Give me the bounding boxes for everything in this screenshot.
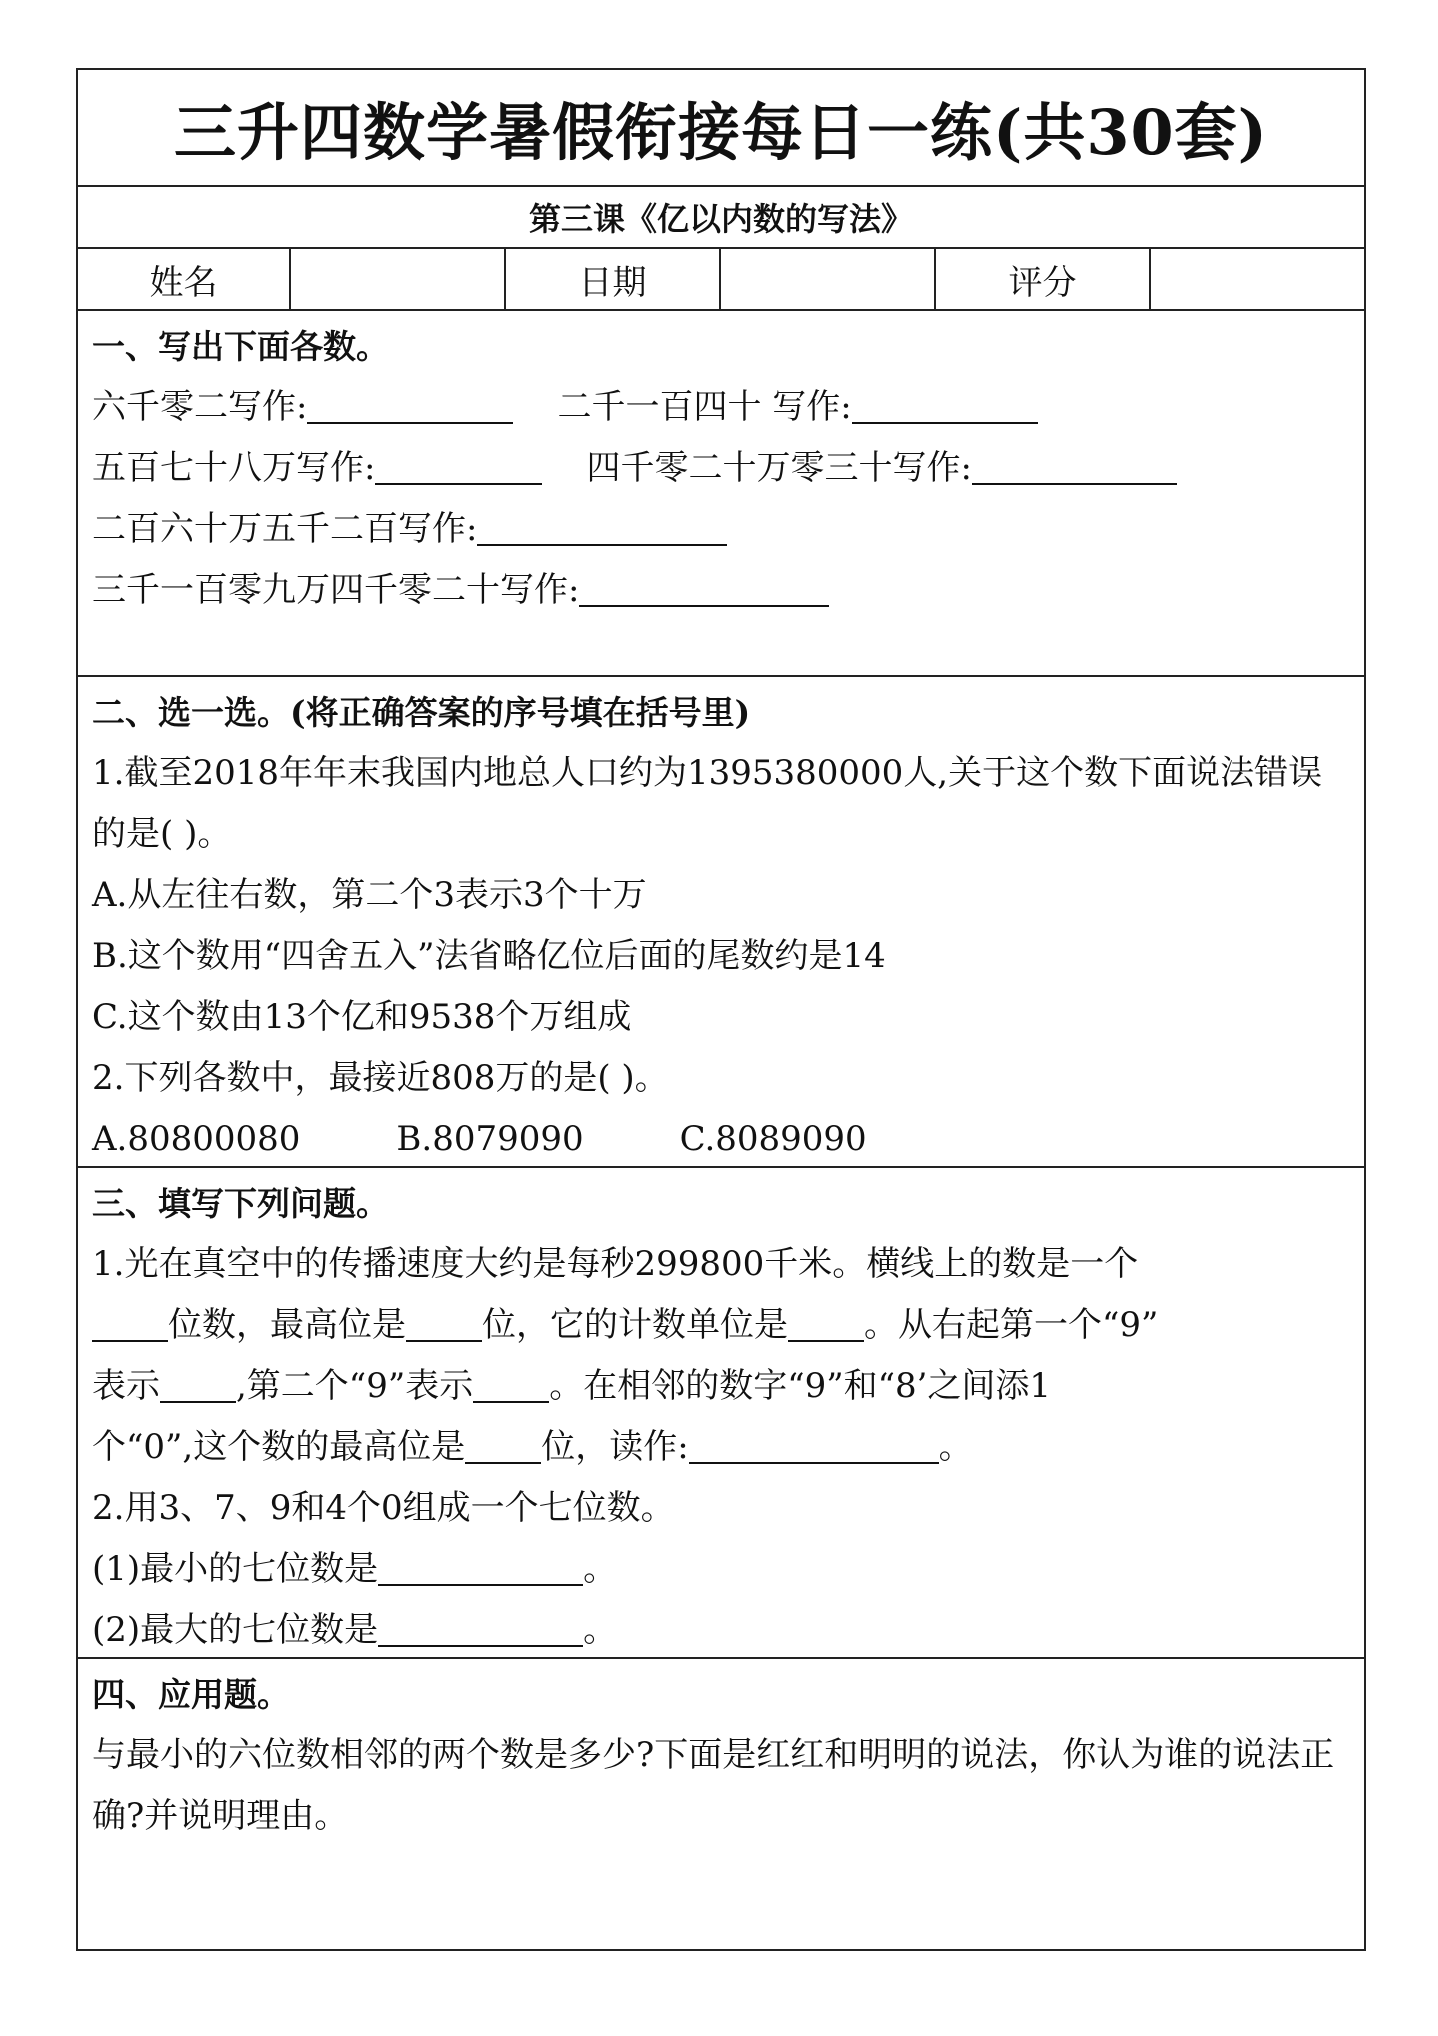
answer-blank[interactable] xyxy=(92,1304,168,1342)
answer-blank[interactable] xyxy=(378,1609,583,1647)
question-text: 位数，最高位是 xyxy=(168,1305,406,1345)
question-2-stem: 2.下列各数中，最接近808万的是( )。 xyxy=(92,1058,669,1098)
question-text: 五百七十八万写作: xyxy=(92,448,376,488)
question-text: 表示 xyxy=(92,1366,160,1406)
title-row xyxy=(78,70,1364,187)
option-b: B.这个数用“四舍五入”法省略亿位后面的尾数约是14 xyxy=(92,936,886,976)
question-text: 个“0”,这个数的最高位是 xyxy=(92,1427,466,1467)
answer-blank[interactable] xyxy=(852,386,1038,424)
question-text: 。 xyxy=(583,1549,618,1589)
question-text: (1)最小的七位数是 xyxy=(92,1549,379,1589)
question-line xyxy=(92,377,1350,438)
option-c: C.8089090 xyxy=(679,1119,867,1159)
answer-blank[interactable] xyxy=(378,1548,583,1586)
question-text: 二千一百四十 写作: xyxy=(557,387,852,427)
date-label: 日期 xyxy=(506,249,721,309)
answer-blank[interactable] xyxy=(473,1365,549,1403)
answer-blank[interactable] xyxy=(406,1304,482,1342)
name-label: 姓名 xyxy=(78,249,291,309)
worksheet-table xyxy=(76,68,1366,1951)
question-1-stem: 1.截至2018年年末我国内地总人口约为1395380000人,关于这个数下面说法错误的是( )。 xyxy=(92,753,1323,854)
question-1-line xyxy=(92,1295,1350,1356)
question-text: 二百六十万五千二百写作: xyxy=(92,509,478,549)
option-a: A.80800080 xyxy=(92,1119,301,1159)
question-2-part-1 xyxy=(92,1539,1350,1600)
question-text: 。 xyxy=(583,1610,618,1650)
worksheet-title: 三升四数学暑假衔接每日一练(共30套) xyxy=(174,96,1268,169)
answer-blank[interactable] xyxy=(307,386,513,424)
question-text: 位，读作: xyxy=(541,1427,689,1467)
answer-blank[interactable] xyxy=(375,447,542,485)
name-field[interactable] xyxy=(291,249,506,309)
question-text: 。从右起第一个“9” xyxy=(864,1305,1159,1345)
score-label: 评分 xyxy=(936,249,1151,309)
question-text: 。 xyxy=(938,1427,973,1467)
question-1-line xyxy=(92,1417,1350,1478)
lesson-title: 第三课《亿以内数的写法》 xyxy=(528,200,913,238)
answer-blank[interactable] xyxy=(465,1426,541,1464)
answer-blank[interactable] xyxy=(972,447,1177,485)
option-c: C.这个数由13个亿和9538个万组成 xyxy=(92,997,632,1037)
section2-heading: 二、选一选。(将正确答案的序号填在括号里) xyxy=(92,693,751,732)
section1-heading: 一、写出下面各数。 xyxy=(92,327,389,366)
answer-blank[interactable] xyxy=(160,1365,236,1403)
subtitle-row xyxy=(78,187,1364,249)
answer-blank[interactable] xyxy=(788,1304,864,1342)
question-1-line xyxy=(92,1356,1350,1417)
question-line xyxy=(92,560,1350,621)
date-field[interactable] xyxy=(721,249,936,309)
question-text: 六千零二写作: xyxy=(92,387,308,427)
question-text: (2)最大的七位数是 xyxy=(92,1610,379,1650)
section-application xyxy=(78,1659,1364,1949)
application-question: 与最小的六位数相邻的两个数是多少?下面是红红和明明的说法，你认为谁的说法正确?并说明理由。 xyxy=(92,1735,1335,1836)
info-row xyxy=(78,249,1364,311)
section-fill-in xyxy=(78,1168,1364,1659)
answer-blank[interactable] xyxy=(689,1426,939,1464)
question-2-stem: 2.用3、7、9和4个0组成一个七位数。 xyxy=(92,1488,675,1528)
question-line xyxy=(92,438,1350,499)
section-write-numbers xyxy=(78,311,1364,677)
question-text: 四千零二十万零三十写作: xyxy=(586,448,972,488)
section-multiple-choice xyxy=(78,677,1364,1168)
section4-heading: 四、应用题。 xyxy=(92,1675,290,1714)
question-text: 。在相邻的数字“9”和“8’之间添1 xyxy=(549,1366,1052,1406)
score-field[interactable] xyxy=(1151,249,1364,309)
question-text: 位，它的计数单位是 xyxy=(482,1305,788,1345)
section3-heading: 三、填写下列问题。 xyxy=(92,1184,389,1223)
question-line xyxy=(92,499,1350,560)
question-1-line: 1.光在真空中的传播速度大约是每秒299800千米。横线上的数是一个 xyxy=(92,1244,1139,1284)
option-b: B.8079090 xyxy=(396,1119,584,1159)
question-text: 三千一百零九万四千零二十写作: xyxy=(92,570,580,610)
option-a: A.从左往右数，第二个3表示3个十万 xyxy=(92,875,647,915)
answer-blank[interactable] xyxy=(579,569,829,607)
question-2-part-2 xyxy=(92,1600,1350,1661)
answer-blank[interactable] xyxy=(477,508,727,546)
question-2-options xyxy=(92,1109,1350,1170)
question-text: ,第二个“9”表示 xyxy=(236,1366,474,1406)
